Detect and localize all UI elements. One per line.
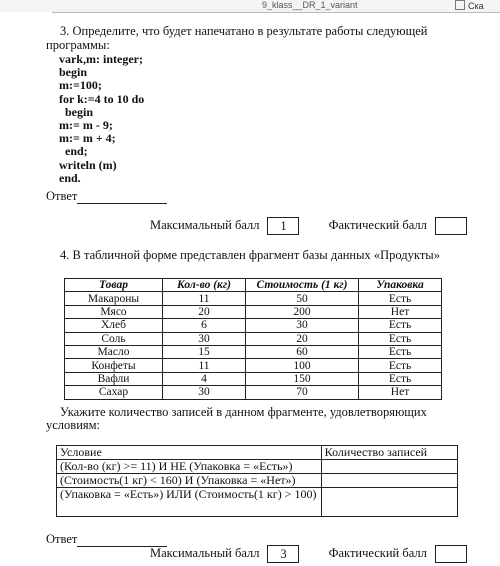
table-cell: Макароны [65, 292, 163, 305]
max-score-box: 1 [267, 217, 299, 235]
table-cell: Есть [359, 372, 442, 385]
table-cell: 70 [245, 386, 358, 399]
table-cell: 20 [163, 305, 246, 318]
condition-row [57, 488, 458, 517]
condition-answer-cell[interactable] [321, 488, 457, 517]
conditions-header-cell: Условие [57, 446, 322, 460]
table-cell: 200 [245, 305, 358, 318]
products-table [64, 278, 442, 400]
table-cell: 30 [163, 332, 246, 345]
table-cell: Вафли [65, 372, 163, 385]
table-cell: Нет [359, 305, 442, 318]
file-tab[interactable]: 9_klass__DR_1_variant [262, 0, 358, 10]
table-cell: 30 [163, 386, 246, 399]
actual-score-label: Фактический балл [328, 217, 427, 232]
conditions-header-cell: Количество записей [321, 446, 457, 460]
q4-title: 4. В табличной форме представлен фрагмент базы данных «Продукты» [60, 248, 440, 262]
answer-label: Ответ [46, 532, 78, 546]
table-cell: Мясо [65, 305, 163, 318]
table-cell: 150 [245, 372, 358, 385]
table-row [65, 372, 442, 385]
table-row [65, 345, 442, 358]
condition-text: (Кол-во (кг) >= 11) И НЕ (Упаковка = «Есть») [57, 460, 322, 474]
download-icon [455, 0, 465, 10]
q3-score-row [150, 217, 467, 235]
q4-score-row [150, 545, 467, 563]
max-score-box: 3 [267, 545, 299, 563]
header-cell: Кол-во (кг) [163, 279, 246, 292]
code-block [59, 53, 144, 185]
code-line: end. [59, 170, 81, 185]
table-row [65, 359, 442, 372]
table-cell: 60 [245, 345, 358, 358]
actual-score-box[interactable] [435, 545, 467, 563]
q3-answer [46, 189, 167, 204]
code-line: vark,m: integer; [59, 52, 143, 66]
actual-score-label: Фактический балл [328, 545, 427, 560]
table-cell: 11 [163, 292, 246, 305]
table-cell: Есть [359, 332, 442, 345]
table-cell: Конфеты [65, 359, 163, 372]
table-header-row [65, 279, 442, 292]
code-line: begin [59, 65, 88, 80]
header-cell: Товар [65, 279, 163, 292]
table-row [65, 319, 442, 332]
conditions-table [56, 445, 458, 517]
conditions-header-row [57, 446, 458, 460]
code-line: begin [59, 104, 94, 119]
header-cell: Упаковка [359, 279, 442, 292]
max-score-label: Максимальный балл [150, 545, 260, 560]
actual-score-box[interactable] [435, 217, 467, 235]
code-line: m:= m - 9; [59, 117, 113, 132]
viewer-top-bar [0, 0, 500, 12]
table-row [65, 332, 442, 345]
table-cell: 4 [163, 372, 246, 385]
code-line: end; [59, 144, 88, 159]
condition-text: (Стоимость(1 кг) < 160) И (Упаковка = «Нет») [57, 474, 322, 488]
table-cell: Хлеб [65, 319, 163, 332]
table-cell: 30 [245, 319, 358, 332]
q3-text-line2: программы: [46, 38, 110, 52]
table-cell: 100 [245, 359, 358, 372]
answer-label: Ответ [46, 189, 78, 203]
answer-line[interactable] [77, 191, 167, 204]
table-cell: 20 [245, 332, 358, 345]
table-cell: 11 [163, 359, 246, 372]
condition-row [57, 460, 458, 474]
table-cell: 15 [163, 345, 246, 358]
table-cell: Есть [359, 319, 442, 332]
download-label: Ска [468, 1, 484, 11]
table-cell: Соль [65, 332, 163, 345]
table-cell: Есть [359, 292, 442, 305]
table-row [65, 386, 442, 399]
page-divider [52, 12, 500, 13]
max-score-label: Максимальный балл [150, 217, 260, 232]
table-cell: Нет [359, 386, 442, 399]
condition-row [57, 474, 458, 488]
table-cell: 6 [163, 319, 246, 332]
table-cell: Есть [359, 359, 442, 372]
table-cell: Сахар [65, 386, 163, 399]
code-line: writeln (m) [59, 157, 117, 172]
table-row [65, 292, 442, 305]
code-line: m:=100; [59, 78, 102, 93]
download-tab[interactable] [455, 0, 484, 11]
code-line: m:= m + 4; [59, 131, 116, 146]
table-cell: Масло [65, 345, 163, 358]
header-cell: Стоимость (1 кг) [245, 279, 358, 292]
table-row [65, 305, 442, 318]
condition-text: (Упаковка = «Есть») ИЛИ (Стоимость(1 кг) > 100) [57, 488, 322, 517]
q3-text-line1: 3. Определите, что будет напечатано в результате работы следующей [60, 24, 428, 38]
table-cell: 50 [245, 292, 358, 305]
code-line: for k:=4 to 10 do [59, 91, 145, 106]
condition-answer-cell[interactable] [321, 460, 457, 474]
q4-instruction-line2: условиям: [46, 418, 101, 432]
table-cell: Есть [359, 345, 442, 358]
q4-instruction-line1: Укажите количество записей в данном фрагменте, удовлетворяющих [60, 405, 427, 419]
condition-answer-cell[interactable] [321, 474, 457, 488]
